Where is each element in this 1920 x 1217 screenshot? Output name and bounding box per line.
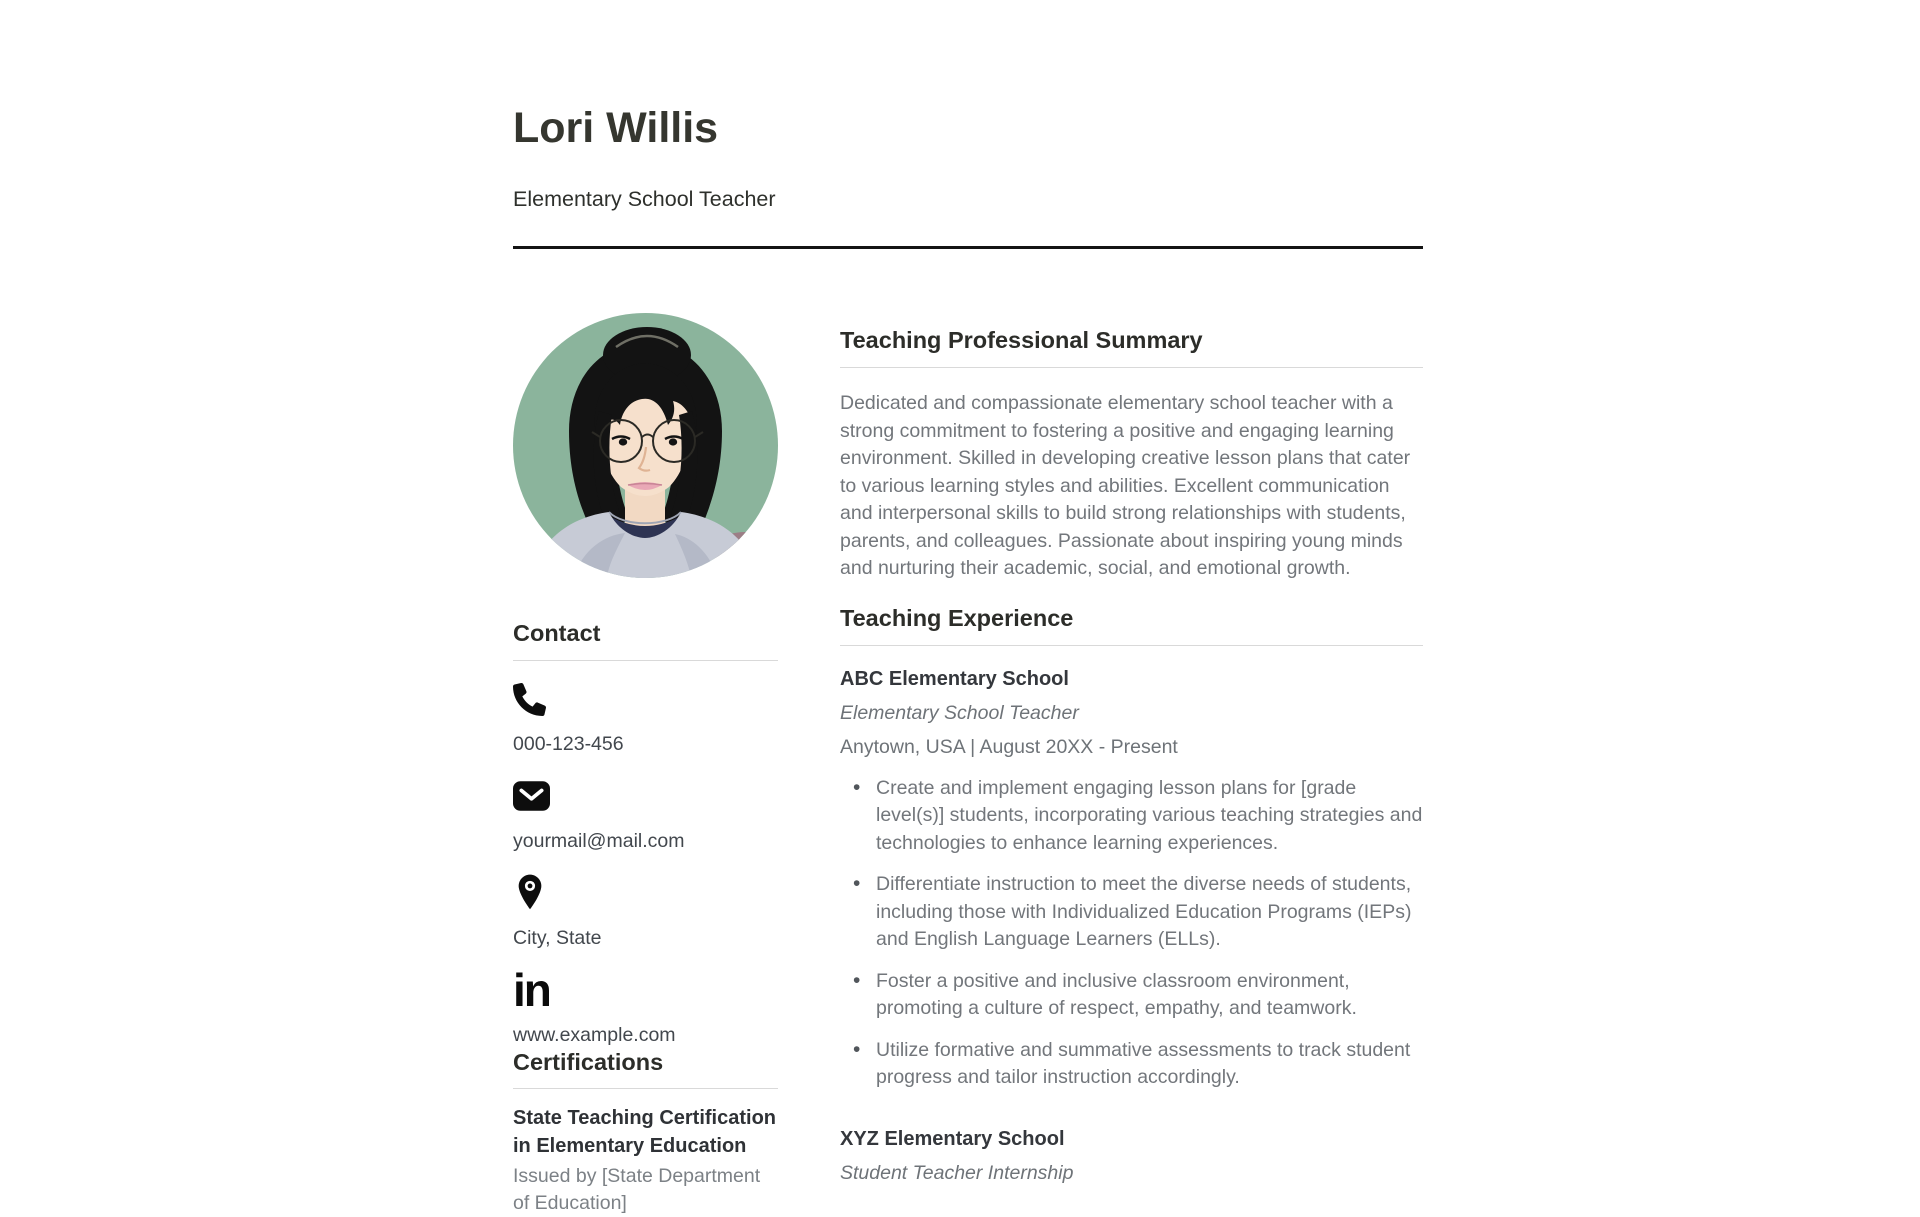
experience-bullet: • Utilize formative and summative assessments to track student progress and tailor instruction accordingly. (840, 1037, 1423, 1092)
job-title: Elementary School Teacher (513, 187, 776, 211)
certifications-divider (513, 1088, 778, 1089)
summary-section (840, 327, 1423, 583)
contact-item-linkedin (513, 964, 778, 1049)
resume-header (513, 104, 1423, 249)
experience-bullet: • Create and implement engaging lesson plans for [grade level(s)] students, incorporating various teaching strategies and technologies to enhance learning experiences. (840, 775, 1423, 858)
experience-divider (840, 645, 1423, 646)
person-name: Lori Willis (513, 104, 719, 152)
experience-entry (840, 1128, 1423, 1185)
summary-divider (840, 367, 1423, 368)
contact-heading: Contact (513, 620, 601, 646)
experience-entry (840, 668, 1423, 1092)
role-title: Student Teacher Internship (840, 1161, 1074, 1184)
contact-divider (513, 660, 778, 661)
experience-section (840, 605, 1423, 1185)
contact-value-linkedin: www.example.com (513, 1024, 676, 1046)
employer-name: ABC Elementary School (840, 667, 1069, 690)
linkedin-icon: in (513, 964, 550, 1016)
experience-bullet: • Differentiate instruction to meet the diverse needs of students, including those with Individualized Education Programs (IEPs) and English Language Learners (ELLs). (840, 871, 1423, 954)
avatar-illustration (513, 313, 778, 578)
phone-icon (513, 679, 778, 719)
experience-bullets (840, 775, 1423, 1092)
experience-heading: Teaching Experience (840, 604, 1074, 631)
contact-item-phone (513, 679, 778, 758)
experience-bullet: • Foster a positive and inclusive classroom environment, promoting a culture of respect, empathy, and teamwork. (840, 968, 1423, 1023)
contact-item-location (513, 873, 778, 952)
header-rule (513, 246, 1423, 249)
main-content (840, 313, 1423, 1217)
location-icon (513, 873, 778, 913)
certification-issuer: Issued by [State Department of Education] (513, 1165, 761, 1214)
location-dates: Anytown, USA | August 20XX - Present (840, 735, 1178, 758)
contact-item-email (513, 776, 778, 855)
summary-heading: Teaching Professional Summary (840, 327, 1203, 353)
contact-value-website: City, State (513, 927, 602, 949)
employer-name: XYZ Elementary School (840, 1127, 1065, 1150)
certification-title: State Teaching Certification in Elementary Education (513, 1107, 777, 1157)
avatar (513, 313, 778, 578)
role-title: Elementary School Teacher (840, 701, 1079, 724)
resume-body (513, 313, 1423, 1217)
contact-value-email: yourmail@mail.com (513, 830, 685, 852)
resume-page (513, 0, 1423, 1217)
sidebar (513, 313, 778, 1217)
summary-text: Dedicated and compassionate elementary school teacher with a strong commitment to fostering a positive and engaging learning environment. Skilled in developing creative lesson plans that cater to various learning styles and abilities. Excellent communication and interpersonal skills to build strong relationships with students, parents, and colleagues. Passionate about inspiring young minds and nurturing their academic, social, and emotional growth. (840, 392, 1411, 579)
contact-value-phone: 000-123-456 (513, 733, 624, 755)
certification-item (513, 1105, 778, 1217)
email-icon (513, 776, 778, 816)
certifications-heading: Certifications (513, 1049, 664, 1075)
